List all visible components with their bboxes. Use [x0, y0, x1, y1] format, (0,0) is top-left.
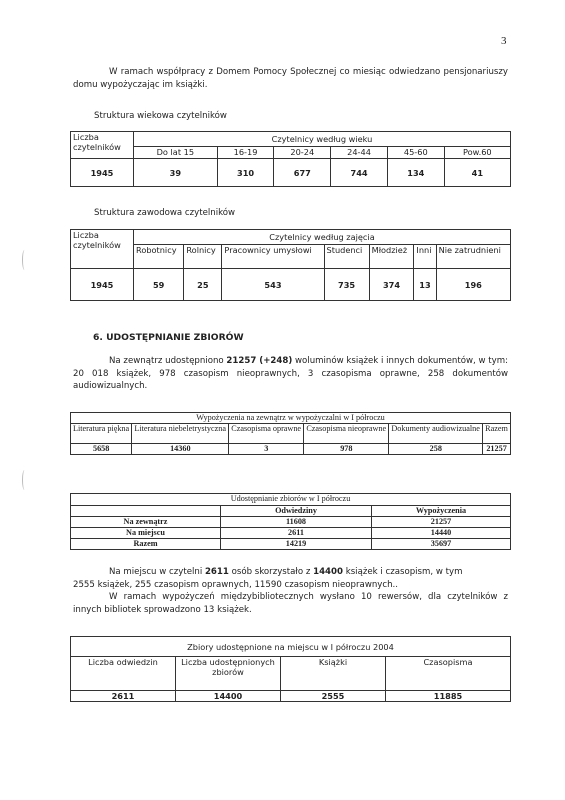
shared-visits: 11608 [221, 517, 372, 528]
reading-room-paragraph: Na miejscu w czytelni 2611 osób skorzystało z 14400 książek i czasopism, w tym 2555 książek, 255 czasopism oprawnych, 11590 czasopism nieoprawnych.. W ramach wypożyczeń międzybibliotecznych wysłano 10 rewersów, dla czytelników z innych bibliotek sprowadzono 13 książek. [73, 567, 508, 615]
loans-header: Razem [483, 424, 511, 444]
job-value: 13 [414, 269, 436, 301]
age-value: 134 [387, 159, 444, 187]
loans-value: 3 [229, 444, 304, 455]
job-header: Nie zatrudnieni [436, 245, 510, 269]
job-header: Młodzież [369, 245, 414, 269]
loans-value: 5658 [71, 444, 132, 455]
age-value: 677 [274, 159, 331, 187]
shared-title: Udostępnianie zbiorów w I półroczu [71, 494, 511, 506]
age-header: 16-19 [217, 147, 274, 159]
loans-value: 14360 [132, 444, 229, 455]
age-value: 41 [444, 159, 510, 187]
age-table [70, 131, 511, 187]
job-value: 735 [324, 269, 369, 301]
age-header: 24-44 [331, 147, 388, 159]
loans-header: Literatura piękna [71, 424, 132, 444]
age-header: 45-60 [387, 147, 444, 159]
onsite-value: 2555 [281, 691, 386, 702]
intro-paragraph: W ramach współpracy z Domem Pomocy Społecznej co miesiąc odwiedzano pensjonariuszy domu wypożyczając im książki. [73, 67, 508, 90]
job-value: 374 [369, 269, 414, 301]
onsite-table [70, 636, 511, 702]
job-total: 1945 [71, 269, 134, 301]
age-header: Pow.60 [444, 147, 510, 159]
job-header: Inni [414, 245, 436, 269]
loans-value: 21257 [483, 444, 511, 455]
shared-table [70, 493, 511, 550]
age-value: 310 [217, 159, 274, 187]
job-header: Pracownicy umysłowi [222, 245, 324, 269]
job-table [70, 229, 511, 301]
age-col0-header: Liczba czytelników [71, 132, 134, 159]
table-row [71, 539, 511, 550]
onsite-title: Zbiory udostępnione na miejscu w I półroczu 2004 [71, 637, 511, 657]
section-heading: 6. UDOSTĘPNIANIE ZBIORÓW [93, 332, 244, 343]
onsite-value: 2611 [71, 691, 176, 702]
job-value: 25 [184, 269, 222, 301]
shared-row-label: Razem [71, 539, 221, 550]
loans-header: Literatura niebeletrystyczna [132, 424, 229, 444]
age-header: Do lat 15 [134, 147, 218, 159]
job-caption: Struktura zawodowa czytelników [94, 208, 236, 218]
onsite-header: Liczba odwiedzin [71, 657, 176, 691]
job-value: 196 [436, 269, 510, 301]
onsite-header: Liczba udostępnionych zbiorów [176, 657, 281, 691]
age-total: 1945 [71, 159, 134, 187]
age-value: 744 [331, 159, 388, 187]
age-value: 39 [134, 159, 218, 187]
scan-mark [22, 250, 27, 270]
onsite-value: 14400 [176, 691, 281, 702]
loans-header: Czasopisma nieoprawne [304, 424, 389, 444]
page-number: 3 [501, 35, 507, 47]
job-header: Robotnicy [134, 245, 184, 269]
onsite-value: 11885 [386, 691, 511, 702]
shared-row-label: Na zewnątrz [71, 517, 221, 528]
shared-row-label: Na miejscu [71, 528, 221, 539]
shared-visits: 2611 [221, 528, 372, 539]
job-value: 59 [134, 269, 184, 301]
shared-col-header: Odwiedziny [221, 506, 372, 517]
loans-title: Wypożyczenia na zewnątrz w wypożyczalni w I półroczu [71, 413, 511, 424]
age-caption: Struktura wiekowa czytelników [94, 111, 227, 121]
loans-table [70, 412, 511, 455]
age-header: 20-24 [274, 147, 331, 159]
job-value: 543 [222, 269, 324, 301]
shared-visits: 14219 [221, 539, 372, 550]
loans-header: Czasopisma oprawne [229, 424, 304, 444]
table-row [71, 528, 511, 539]
age-group-header: Czytelnicy według wieku [134, 132, 511, 147]
job-col0-header: Liczba czytelników [71, 230, 134, 269]
shared-col-header: Wypożyczenia [372, 506, 511, 517]
scan-mark [22, 470, 27, 490]
section-paragraph: Na zewnątrz udostępniono 21257 (+248) woluminów książek i innych dokumentów, w tym: 20 018 książek, 978 czasopism nieoprawnych, 3 czasopisma oprawne, 258 dokumentów audiowizualnych. [73, 356, 508, 391]
job-header: Rolnicy [184, 245, 222, 269]
loans-value: 258 [389, 444, 483, 455]
loans-value: 978 [304, 444, 389, 455]
shared-loans: 21257 [372, 517, 511, 528]
job-header: Studenci [324, 245, 369, 269]
loans-header: Dokumenty audiowizualne [389, 424, 483, 444]
job-group-header: Czytelnicy według zajęcia [134, 230, 511, 245]
shared-loans: 14440 [372, 528, 511, 539]
table-row [71, 517, 511, 528]
onsite-header: Czasopisma [386, 657, 511, 691]
shared-loans: 35697 [372, 539, 511, 550]
onsite-header: Książki [281, 657, 386, 691]
